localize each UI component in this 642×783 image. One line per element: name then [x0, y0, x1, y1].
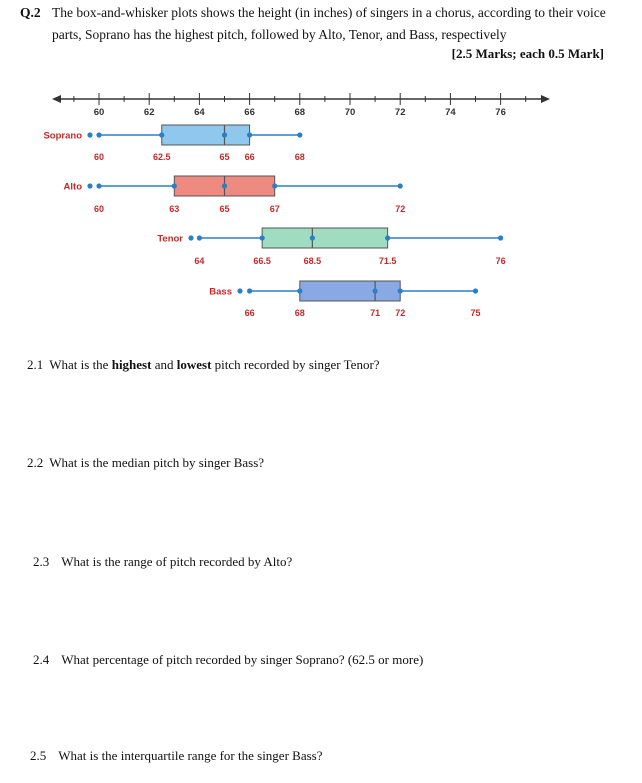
five-number-point-soprano	[247, 132, 252, 137]
value-label-bass: 71	[370, 308, 381, 318]
subquestion-text: What is the median pitch by singer Bass?	[49, 455, 265, 470]
question-text: The box-and-whisker plots shows the height (in inches) of singers in a chorus, according to their voice parts, Soprano has the highest pitch, followed by Alto, Tenor, and Bass, respectively	[52, 5, 606, 42]
five-number-point-alto	[96, 183, 101, 188]
axis-tick-label: 66	[244, 107, 255, 118]
five-number-point-bass	[247, 288, 252, 293]
five-number-point-alto	[398, 183, 403, 188]
five-number-point-tenor	[498, 235, 503, 240]
bold-highest: highest	[111, 357, 152, 372]
value-label-tenor: 68.5	[303, 256, 322, 266]
subquestion-2-2	[27, 455, 264, 471]
value-label-soprano: 65	[219, 152, 230, 162]
series-name-tenor: Tenor	[157, 233, 183, 245]
value-label-bass: 75	[470, 308, 481, 318]
marks-label: [2.5 Marks; each 0.5 Mark]	[451, 46, 604, 61]
value-label-soprano: 60	[93, 152, 105, 162]
subquestion-text: What percentage of pitch recorded by singer Soprano? (62.5 or more)	[61, 652, 424, 667]
value-label-alto: 67	[269, 204, 280, 214]
subquestion-2-3	[33, 554, 292, 570]
value-label-soprano: 68	[294, 152, 305, 162]
axis-tick-label: 68	[294, 107, 306, 118]
number-line-arrow-left	[52, 95, 61, 103]
number-line-arrow-right	[541, 95, 550, 103]
five-number-point-soprano	[222, 132, 227, 137]
subquestion-2-1	[27, 357, 380, 373]
value-label-bass: 66	[244, 308, 255, 318]
five-number-point-alto	[222, 183, 227, 188]
axis-tick-label: 64	[194, 107, 205, 118]
five-number-point-tenor	[260, 235, 265, 240]
five-number-point-tenor	[385, 235, 390, 240]
value-label-tenor: 64	[194, 256, 205, 266]
value-label-tenor: 66.5	[253, 256, 271, 266]
five-number-point-bass	[473, 288, 478, 293]
five-number-point-bass	[297, 288, 302, 293]
subquestion-number: 2.1	[27, 357, 44, 372]
value-label-bass: 72	[395, 308, 406, 318]
box-soprano	[162, 125, 250, 145]
value-label-soprano: 62.5	[152, 152, 171, 162]
five-number-point-alto	[172, 183, 177, 188]
axis-tick-label: 70	[344, 107, 356, 118]
series-marker-soprano	[87, 132, 92, 137]
five-number-point-soprano	[159, 132, 164, 137]
value-label-alto: 72	[395, 204, 406, 214]
subquestion-number: 2.2	[27, 455, 44, 470]
box-whisker-chart	[0, 0, 642, 340]
axis-tick-label: 60	[93, 107, 105, 118]
box-tenor	[262, 228, 388, 248]
subquestion-number: 2.5	[30, 748, 47, 763]
subquestion-text: What is the range of pitch recorded by Alto?	[61, 554, 293, 569]
five-number-point-bass	[398, 288, 403, 293]
five-number-point-soprano	[96, 132, 101, 137]
axis-tick-label: 76	[495, 107, 506, 118]
series-marker-bass	[237, 288, 242, 293]
subquestion-text: What is the interquartile range for the singer Bass?	[58, 748, 323, 763]
value-label-tenor: 71.5	[378, 256, 397, 266]
five-number-point-tenor	[197, 235, 202, 240]
axis-tick-label: 72	[394, 107, 406, 118]
question-number: Q.2	[20, 5, 41, 20]
series-marker-alto	[87, 183, 92, 188]
subquestion-2-4	[33, 652, 423, 668]
value-label-alto: 65	[219, 204, 230, 214]
axis-tick-label: 74	[445, 107, 456, 118]
value-label-tenor: 76	[495, 256, 506, 266]
subquestion-text: What is the highest and lowest pitch recorded by singer Tenor?	[49, 357, 380, 372]
series-marker-tenor	[188, 235, 193, 240]
series-name-soprano: Soprano	[43, 130, 82, 142]
series-name-bass: Bass	[209, 286, 232, 298]
value-label-alto: 63	[169, 204, 180, 214]
axis-tick-label: 62	[143, 107, 155, 118]
box-bass	[300, 281, 400, 301]
value-label-alto: 60	[93, 204, 105, 214]
five-number-point-soprano	[297, 132, 302, 137]
subquestion-number: 2.3	[33, 554, 50, 569]
bold-lowest: lowest	[176, 357, 212, 372]
five-number-point-alto	[272, 183, 277, 188]
subquestion-2-5	[30, 748, 323, 764]
series-name-alto: Alto	[63, 181, 82, 193]
five-number-point-bass	[373, 288, 378, 293]
five-number-point-tenor	[310, 235, 315, 240]
value-label-bass: 68	[294, 308, 305, 318]
subquestion-number: 2.4	[33, 652, 50, 667]
value-label-soprano: 66	[244, 152, 255, 162]
